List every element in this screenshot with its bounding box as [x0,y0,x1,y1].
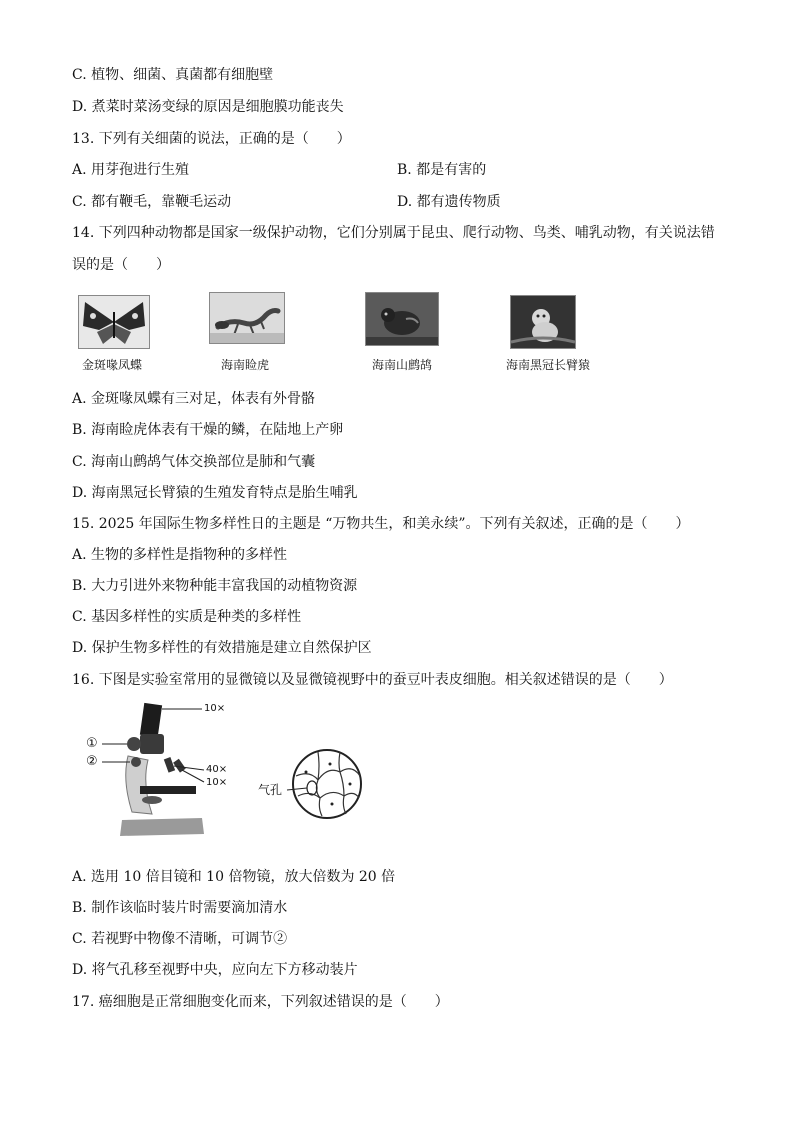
caption-gibbon: 海南黑冠长臂猿 [506,358,591,372]
partridge-photo [365,292,439,346]
option-13b: B. 都是有害的 [397,162,487,178]
option-15d: D. 保护生物多样性的有效措施是建立自然保护区 [72,640,372,656]
question-17: 17. 癌细胞是正常细胞变化而来，下列叙述错误的是（ ） [72,994,449,1010]
question-16: 16. 下图是实验室常用的显微镜以及显微镜视野中的蚕豆叶表皮细胞。相关叙述错误的是（ ） [72,672,673,688]
option-15b: B. 大力引进外来物种能丰富我国的动植物资源 [72,578,358,594]
caption-gecko: 海南睑虎 [221,358,270,372]
option-15c: C. 基因多样性的实质是种类的多样性 [72,609,302,625]
option-14c: C. 海南山鹧鸪气体交换部位是肺和气囊 [72,454,316,470]
eyepiece-label: 10× [204,703,226,714]
option-15a: A. 生物的多样性是指物种的多样性 [72,547,288,563]
objective-low-label: 10× [206,777,228,788]
question-14-line1: 14. 下列四种动物都是国家一级保护动物，它们分别属于昆虫、爬行动物、鸟类、哺乳动物，有关说法错 [72,225,715,241]
option-12d: D. 煮菜时菜汤变绿的原因是细胞膜功能丧失 [72,99,344,115]
option-14b: B. 海南睑虎体表有干燥的鳞，在陆地上产卵 [72,422,344,438]
microscope-figure [82,700,382,842]
option-13c: C. 都有鞭毛，靠鞭毛运动 [72,194,232,210]
question-15: 15. 2025 年国际生物多样性日的主题是 “万物共生，和美永续”。下列有关叙述，正确的是（ ） [72,516,690,532]
option-14d: D. 海南黑冠长臂猿的生殖发育特点是胎生哺乳 [72,485,358,501]
caption-partridge: 海南山鹧鸪 [372,358,433,372]
option-12c: C. 植物、细菌、真菌都有细胞壁 [72,67,274,83]
marker-2: ② [86,754,98,769]
objective-high-label: 40× [206,764,228,775]
option-16a: A. 选用 10 倍目镜和 10 倍物镜，放大倍数为 20 倍 [72,869,396,885]
option-14a: A. 金斑喙凤蝶有三对足，体表有外骨骼 [72,391,316,407]
butterfly-photo [78,295,150,349]
question-13: 13. 下列有关细菌的说法，正确的是（ ） [72,131,351,147]
question-14-line2: 误的是（ ） [72,257,170,273]
stoma-label: 气孔 [258,783,283,797]
marker-1: ① [86,736,98,751]
caption-butterfly: 金斑喙凤蝶 [82,358,143,372]
option-16b: B. 制作该临时装片时需要滴加清水 [72,900,288,916]
gibbon-photo [510,295,576,349]
option-13d: D. 都有遗传物质 [397,194,501,210]
option-13a: A. 用芽孢进行生殖 [72,162,190,178]
microscope-drawing [82,700,382,842]
gecko-photo [209,292,285,344]
option-16c: C. 若视野中物像不清晰，可调节② [72,931,288,947]
option-16d: D. 将气孔移至视野中央，应向左下方移动装片 [72,962,358,978]
